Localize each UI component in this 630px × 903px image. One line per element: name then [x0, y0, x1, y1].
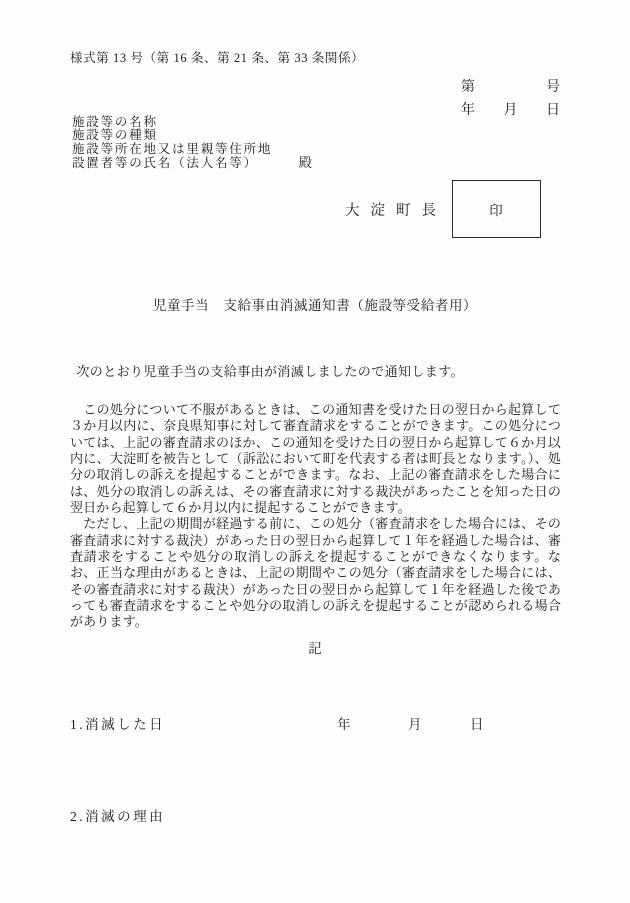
- recipient-facility-address: 施設等所在地又は里親等住所地: [72, 141, 273, 156]
- recipient-facility-type: 施設等の種類: [72, 128, 158, 143]
- recipient-block: [72, 116, 314, 171]
- honorific-dono: 殿: [298, 155, 314, 171]
- seal-label: 印: [489, 203, 504, 218]
- issue-date-line: [461, 99, 560, 119]
- lapse-day-label: 日: [470, 717, 484, 732]
- item-reason-of-lapse: [0, 805, 630, 825]
- appeal-rights-paragraph-1: この処分について不服があるときは、この通知書を受けた日の翌日から起算して３か月以内に、奈良県知事に対して審査請求をすることができます。この処分については、上記の審査請求のほか、この通知を受けた日の翌日から起算して６か月以内に、大淀町を被告として（訴訟において町を代表する者は町長となります。）、処分の取消しの訴えを提起することができます。なお、上記の審査請求をした場合には、処分の取消しの訴えは、その審査請求に対する裁決があったことを知った日の翌日から起算して６か月以内に提起することができます。: [70, 402, 561, 516]
- lapse-year-label: 年: [337, 717, 351, 732]
- intro-sentence: 次のとおり児童手当の支給事由が消滅しましたので通知します。: [63, 364, 464, 379]
- doc-number-suffix: 号: [546, 80, 560, 95]
- month-label: 月: [503, 103, 518, 118]
- form-number-note: 様式第 13 号（第 16 条、第 21 条、第 33 条関係）: [70, 51, 365, 65]
- appeal-rights-notice: [70, 402, 561, 631]
- appeal-rights-paragraph-2: ただし、上記の期間が経過する前に、この処分（審査請求をした場合には、その審査請求に対する裁決）があった日の翌日から起算して１年を経過した場合は、審査請求をすることや処分の取消しの訴えを提起することができなくなります。なお、正当な理由があるときは、上記の期間やこの処分（審査請求をした場合には、その審査請求に対する裁決）があった日の翌日から起算して１年を経過した後であっても審査請求をすることや処分の取消しの訴えを提起することが認められる場合があります。: [70, 516, 561, 630]
- seal-box: [452, 180, 541, 238]
- item-date-of-lapse: [0, 713, 630, 733]
- recipient-founder-name-line: [72, 156, 314, 170]
- day-label: 日: [546, 103, 560, 118]
- year-label: 年: [461, 103, 475, 118]
- issuer-mayor-title: 大淀町長: [345, 203, 447, 219]
- item-reason-of-lapse-label: 2.消滅の理由: [70, 809, 166, 824]
- recipient-facility-name: 施設等の名称: [72, 115, 158, 129]
- document-title: 児童手当 支給事由消滅通知書（施設等受給者用）: [152, 298, 478, 313]
- doc-number-prefix: 第: [461, 80, 475, 95]
- item-date-of-lapse-label: 1.消滅した日: [70, 717, 166, 732]
- ki-heading: 記: [308, 641, 322, 656]
- recipient-founder-name: 設置者等の氏名（法人名等）: [72, 156, 258, 171]
- lapse-month-label: 月: [408, 717, 422, 732]
- doc-number-line: [461, 76, 560, 96]
